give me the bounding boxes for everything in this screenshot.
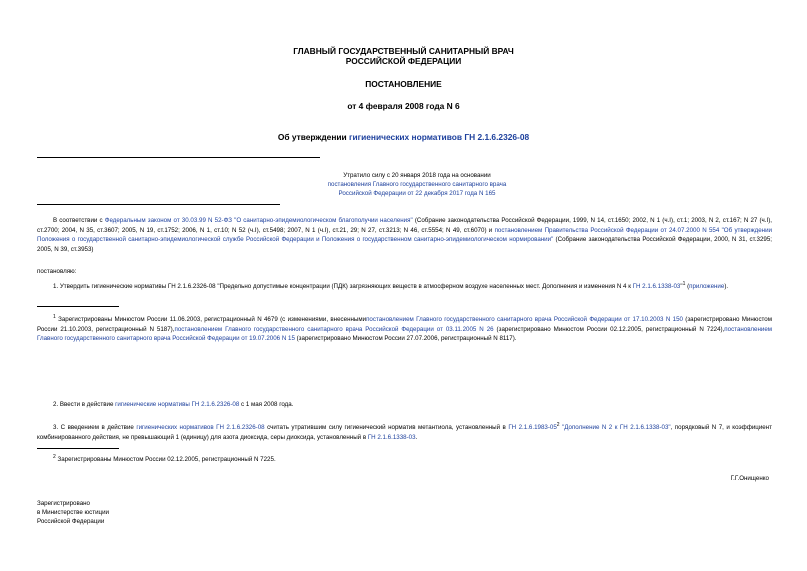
document-type: ПОСТАНОВЛЕНИЕ [365, 79, 442, 89]
footnote-text: (зарегистрировано Минюстом России 27.07.2006, регистрационный N 8117). [294, 335, 517, 343]
registration-line: в Министерстве юстиции [37, 509, 110, 516]
item-1-text: ). [724, 283, 729, 291]
registration-line: Российской Федерации [37, 518, 105, 525]
issuer-line-1: ГЛАВНЫЙ ГОСУДАРСТВЕННЫЙ САНИТАРНЫЙ ВРАЧ [293, 46, 514, 56]
preamble-text: В соответствии с [53, 217, 105, 224]
federal-law-link[interactable]: Федеральным законом от 30.03.99 N 52-ФЗ "О санитарно-эпидемиологическом благополучии населения" [104, 217, 413, 224]
document-title [0, 132, 807, 142]
title-prefix: Об утверждении [277, 132, 349, 142]
gn-1338-link[interactable]: ГН 2.1.6.1338-03 [632, 283, 681, 291]
status-note-link-1[interactable]: постановления Главного государственного санитарного врача [327, 181, 507, 188]
resolve-label: постановляю: [37, 268, 77, 275]
footnote-text: (зарегистрировано Минюстом России 21.10.2003, регистрационный N 5187), [37, 316, 772, 333]
addendum-2-link[interactable]: "Дополнение N 2 к ГН 2.1.6.1338-03" [562, 424, 671, 432]
document-date: от 4 февраля 2008 года N 6 [347, 101, 460, 111]
divider-status [37, 204, 280, 205]
preamble-paragraph [37, 216, 772, 254]
signatory-name: Г.Г.Онищенко [730, 475, 769, 482]
preamble-text: (Собрание законодательства Российской Федерации, 1999, N 14, ст.1650; 2002, N 1 (ч.I), ст.1; 2003, N 2, ст.167; N 27 (ч.I), ст.2700; 2004, N 35, ст.3607; 2005, N 19, ст.1752; 2006, N 1, ст.10; N 52 (ч.I), ст.5498; 2007, N 1 (ч.I), ст.21, 29; N 27, ст.3213; N 46, ст.5554; N 49, ст.6070) и [37, 217, 772, 234]
item-2-text: с 1 мая 2008 года. [239, 401, 294, 408]
title-link[interactable]: гигиенических нормативов ГН 2.1.6.2326-08 [349, 132, 530, 142]
item-1-text: ( [685, 283, 690, 291]
item-2-text: 2. Ввести в действие [53, 401, 116, 408]
item-3-text: . [415, 433, 418, 441]
footnote-divider-2 [37, 448, 119, 449]
issuer-line-2: РОССИЙСКОЙ ФЕДЕРАЦИИ [345, 56, 462, 66]
footnote-2 [37, 453, 772, 465]
footnote-divider-1 [37, 306, 119, 307]
footnote-text: Зарегистрированы Минюстом России 02.12.2005, регистрационный N 7225. [55, 456, 276, 464]
gn-1338-link-2[interactable]: ГН 2.1.6.1338-03 [367, 433, 416, 441]
registration-line: Зарегистрировано [37, 500, 90, 507]
item-3-text: , порядковый N 7, и коэффициент комбинированного действия, не превышающий 1 (единицу) для азота диоксида, серы диоксида, установленный в [37, 424, 772, 441]
footnote-text: Зарегистрированы Минюстом России 11.06.2003, регистрационный N 4679 (с изменениями, внесенными [55, 316, 367, 324]
footnote-ref-1: 1 [682, 281, 686, 287]
item-1-text: 1. Утвердить гигиенические нормативы ГН 2.1.6.2326-08 "Предельно допустимые концентрации (ПДК) загрязняющих веществ в атмосферном воздухе населенных мест. Дополнения и изменения N 4 к [53, 283, 633, 291]
registration-block [37, 499, 109, 526]
status-note [297, 171, 537, 198]
footnote-mark-2: 2 [53, 454, 56, 460]
preamble-text: (Собрание законодательства Российской Федерации, 2000, N 31, ст.3295; 2005, N 39, ст.3953) [37, 236, 772, 253]
item-1-text: " [680, 283, 683, 291]
footnote-1 [37, 313, 772, 344]
item-3-paragraph [37, 421, 772, 442]
footnote-text: (зарегистрировано Минюстом России 02.12.2005, регистрационный N 7224), [493, 325, 725, 333]
decree-2003-link[interactable]: постановлением Главного государственного санитарного врача Российской Федерации от 17.10.2003 N 150 [366, 316, 683, 324]
government-decree-link[interactable]: постановлением Правительства Российской Федерации от 24.07.2000 N 554 "Об утверждении Положения о государственной санитарно-эпидемиологической службе Российской Федерации и Положения о государственном санитарно-эпидемиологическом нормировании" [37, 226, 772, 244]
status-note-line: Утратило силу с 20 января 2018 года на основании [343, 172, 491, 179]
footnote-mark-1: 1 [53, 314, 56, 320]
decree-2005-link[interactable]: постановлением Главного государственного санитарного врача Российской Федерации от 03.11.2005 N 26 [174, 325, 494, 333]
item-1-paragraph [37, 280, 772, 292]
item-2-paragraph [37, 400, 772, 410]
appendix-link[interactable]: приложение [689, 283, 725, 291]
item-3-text: 3. С введением в действие [53, 424, 137, 432]
gn-2326-link[interactable]: гигиенические нормативы ГН 2.1.6.2326-08 [115, 401, 240, 408]
footnote-ref-2: 2 [556, 422, 560, 428]
decree-2006-link[interactable]: постановлением Главного государственного санитарного врача Российской Федерации от 19.07.2006 N 15 [37, 325, 773, 343]
divider-top [37, 157, 320, 158]
status-note-link-2[interactable]: Российской Федерации от 22 декабря 2017 года N 165 [338, 190, 496, 197]
gn-1983-link[interactable]: ГН 2.1.6.1983-05 [508, 424, 557, 432]
item-3-text: считать утратившим силу гигиенический норматив метантиола, установленный в [264, 424, 509, 432]
gn-2326-link-2[interactable]: гигиенических нормативов ГН 2.1.6.2326-08 [136, 424, 265, 432]
